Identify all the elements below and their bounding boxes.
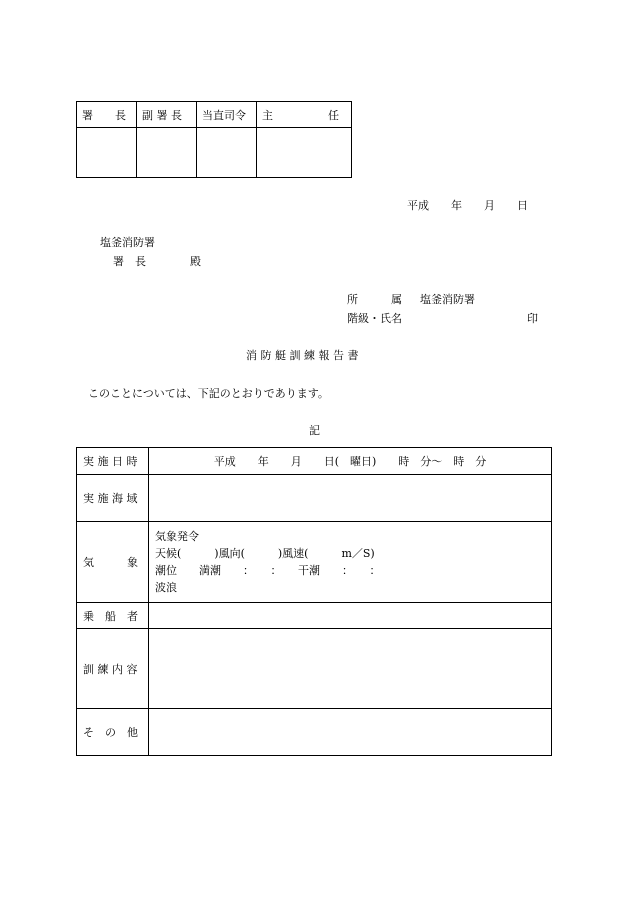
table-row — [77, 709, 552, 756]
date-value[interactable]: 平成 年 月 日( 曜日) 時 分～ 時 分 — [149, 448, 552, 475]
table-row — [77, 448, 552, 475]
rank-name-label: 階級・氏名 — [347, 312, 402, 325]
weather-field[interactable] — [149, 522, 552, 603]
seal-mark: 印 — [527, 312, 538, 325]
area-field[interactable] — [149, 475, 552, 522]
stamp-box-chief[interactable] — [77, 128, 137, 178]
weather-label: 気 象 — [77, 522, 149, 603]
other-label: そ の 他 — [77, 709, 149, 756]
affiliation-value: 塩釜消防署 — [420, 293, 475, 306]
content-label: 訓 練 内 容 — [77, 629, 149, 709]
content-field[interactable] — [149, 629, 552, 709]
stamp-box-officer[interactable] — [257, 128, 352, 178]
recipient-title: 署 長 殿 — [113, 255, 201, 268]
other-field[interactable] — [149, 709, 552, 756]
crew-label: 乗 船 者 — [77, 603, 149, 629]
table-row — [77, 475, 552, 522]
crew-field[interactable] — [149, 603, 552, 629]
approval-stamp-table — [76, 101, 352, 178]
recipient-office: 塩釜消防署 — [100, 236, 155, 249]
report-table — [76, 447, 552, 756]
weather-line: 気象発令 — [155, 530, 199, 543]
area-label: 実 施 海 域 — [77, 475, 149, 522]
date-line: 平成 年 月 日 — [407, 199, 528, 212]
affiliation-label: 所 属 — [347, 293, 402, 306]
intro-text: このことについては、下記のとおりであります。 — [88, 387, 329, 400]
stamp-header-duty-commander: 当直司令 — [197, 102, 257, 128]
stamp-box-duty-commander[interactable] — [197, 128, 257, 178]
stamp-header-chief: 署 長 — [77, 102, 137, 128]
stamp-box-deputy[interactable] — [137, 128, 197, 178]
stamp-header-deputy: 副 署 長 — [137, 102, 197, 128]
weather-line: 潮位 満潮 ： ： 干潮 ： ： — [155, 564, 381, 577]
table-row — [77, 603, 552, 629]
stamp-header-officer: 主 任 — [257, 102, 352, 128]
document-title: 消 防 艇 訓 練 報 告 書 — [246, 349, 359, 362]
date-label: 実 施 日 時 — [77, 448, 149, 475]
ki-heading: 記 — [309, 424, 320, 437]
weather-line: 波浪 — [155, 581, 177, 594]
table-row — [77, 629, 552, 709]
table-row — [77, 522, 552, 603]
weather-line: 天候( )風向( )風速( m／S) — [155, 547, 375, 560]
